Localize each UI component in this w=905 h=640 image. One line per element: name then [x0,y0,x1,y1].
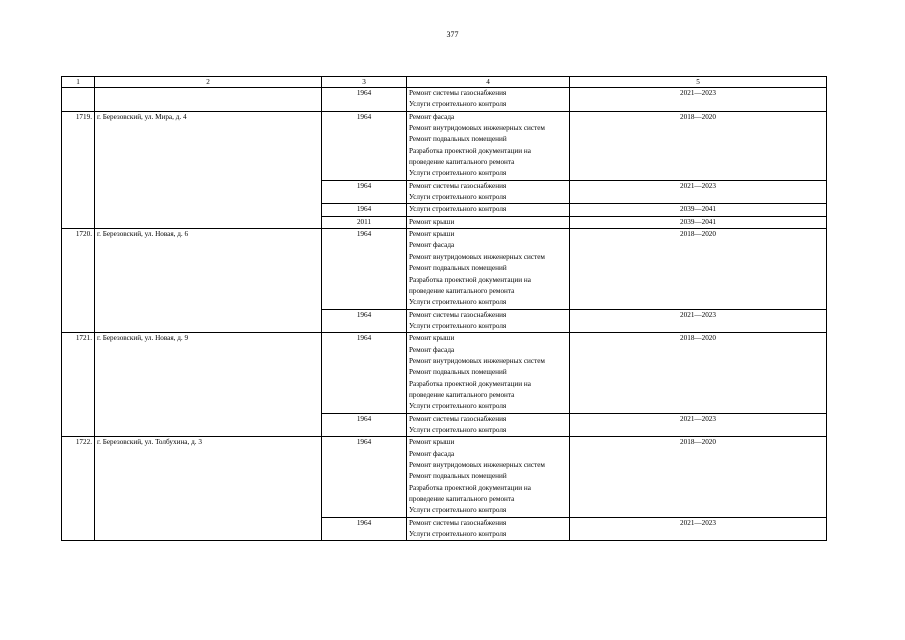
row-number: 1722. [62,437,95,541]
work-item: Ремонт фасада [409,112,455,121]
table-row [62,229,827,309]
work-item: Разработка проектной документации на [409,483,531,492]
table-row [62,88,827,112]
work-item: Ремонт внутридомовых инженерных систем [409,252,545,261]
address-cell: г. Березовский, ул. Мира, д. 4 [95,111,322,228]
work-item: Услуги строительного контроля [409,506,507,515]
work-item: Услуги строительного контроля [409,298,507,307]
work-item: Услуги строительного контроля [409,205,507,214]
work-item: Ремонт крыши [409,230,455,239]
work-item: Ремонт крыши [409,334,455,343]
work-item: Ремонт системы газоснабжения [409,310,507,319]
year-cell: 1964 [322,111,407,180]
address-cell [95,88,322,112]
work-item: Разработка проектной документации на [409,275,531,284]
works-cell [407,229,570,309]
table-body [62,88,827,541]
register-table [61,76,827,541]
table-row [62,437,827,517]
period-cell: 2018—2020 [570,111,827,180]
work-item: Ремонт подвальных помещений [409,368,507,377]
year-cell: 1964 [322,333,407,413]
period-cell: 2018—2020 [570,333,827,413]
works-cell [407,180,570,204]
column-header: 3 [322,77,407,88]
work-item: Разработка проектной документации на [409,379,531,388]
year-cell: 2011 [322,216,407,228]
row-number [62,88,95,112]
year-cell: 1964 [322,413,407,437]
year-cell: 1964 [322,437,407,517]
period-cell: 2021—2023 [570,180,827,204]
work-item: Ремонт системы газоснабжения [409,89,507,97]
period-cell: 2021—2023 [570,88,827,112]
address-cell: г. Березовский, ул. Новая, д. 9 [95,333,322,437]
work-item: Ремонт подвальных помещений [409,264,507,273]
work-item: Ремонт внутридомовых инженерных систем [409,124,545,133]
work-item: Ремонт фасада [409,241,455,250]
work-item: Ремонт внутридомовых инженерных систем [409,356,545,365]
work-item: Услуги строительного контроля [409,530,507,539]
work-item: Услуги строительного контроля [409,100,507,109]
work-item: проведение капитального ремонта [409,495,515,504]
work-item: Услуги строительного контроля [409,402,507,411]
works-cell [407,437,570,517]
works-cell [407,413,570,437]
page-number: 377 [446,30,459,39]
work-item: Услуги строительного контроля [409,425,507,434]
column-header: 2 [95,77,322,88]
work-item: Ремонт фасада [409,345,455,354]
table-row [62,111,827,180]
column-header: 4 [407,77,570,88]
works-cell [407,111,570,180]
work-item: проведение капитального ремонта [409,390,515,399]
work-item: Ремонт подвальных помещений [409,472,507,481]
works-cell [407,88,570,112]
period-cell: 2021—2023 [570,413,827,437]
work-item: Ремонт системы газоснабжения [409,518,507,527]
period-cell: 2039—2041 [570,216,827,228]
period-cell: 2021—2023 [570,517,827,541]
work-item: Ремонт подвальных помещений [409,135,507,144]
period-cell: 2021—2023 [570,309,827,333]
column-header: 1 [62,77,95,88]
row-number: 1720. [62,229,95,333]
work-item: Ремонт фасада [409,449,455,458]
year-cell: 1964 [322,180,407,204]
work-item: Ремонт внутридомовых инженерных систем [409,461,545,469]
works-cell [407,517,570,541]
work-item: Ремонт системы газоснабжения [409,414,507,423]
period-cell: 2018—2020 [570,229,827,309]
work-item: Услуги строительного контроля [409,321,507,330]
column-header: 5 [570,77,827,88]
work-item: Услуги строительного контроля [409,193,507,202]
address-cell: г. Березовский, ул. Толбухина, д. 3 [95,437,322,541]
address-cell: г. Березовский, ул. Новая, д. 6 [95,229,322,333]
works-cell [407,333,570,413]
year-cell: 1964 [322,309,407,333]
period-cell: 2018—2020 [570,437,827,517]
work-item: проведение капитального ремонта [409,158,515,167]
works-cell [407,309,570,333]
works-cell [407,204,570,216]
year-cell: 1964 [322,229,407,309]
year-cell: 1964 [322,88,407,112]
work-item: Услуги строительного контроля [409,169,507,178]
table-row [62,333,827,413]
year-cell: 1964 [322,204,407,216]
row-number: 1719. [62,111,95,228]
row-number: 1721. [62,333,95,437]
work-item: Ремонт крыши [409,217,455,226]
work-item: Ремонт крыши [409,438,455,447]
work-item: проведение капитального ремонта [409,286,515,295]
work-item: Разработка проектной документации на [409,146,531,155]
work-item: Ремонт системы газоснабжения [409,181,507,190]
year-cell: 1964 [322,517,407,541]
header-row [62,77,827,88]
period-cell: 2039—2041 [570,204,827,216]
works-cell [407,216,570,228]
